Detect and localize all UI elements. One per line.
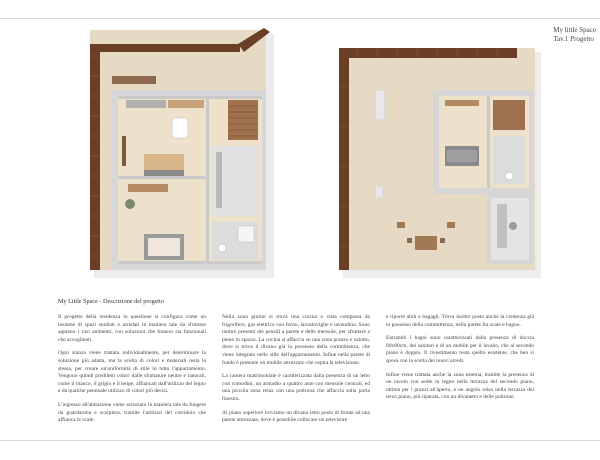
kitchen-counter xyxy=(126,100,166,108)
paragraph: Entrambi i bagni sono caratterizzati dalla presenza di doccia 80x80cm, dei sanitari e di un mobile per il lavabo, che al secondo piano è doppio. Il rivestimento resta quello esistente, che ben si sposa con la scelta dei nuovi arredi. xyxy=(386,335,534,364)
paragraph: Ogni stanza viene trattata individualmente, per determinare la soluzione più adatta, ma la scelta di colori e materiali resta la stessa, per creare un'uniformità di stile in tutto l'appartamento. Vengono quindi prediletti colori dalle sfumature neutre e naturali, come il bianco, il grigio e il beige, affiancati dall'utilizzo del legno e da qualche pennnale utilizzo di colori più decisi. xyxy=(58,350,206,395)
pergola-top xyxy=(339,48,517,58)
terrace-dining-table xyxy=(415,236,437,250)
pergola-top xyxy=(90,44,240,52)
wardrobe xyxy=(128,184,168,192)
floor-plan-first xyxy=(88,26,274,278)
staircase xyxy=(493,100,525,130)
paragraph: Il progetto della residenza in questione si configura come un insieme di spazi studiati e arredati in maniera tale da sfruttare appieno i vari ambienti, con soluzioni che fossero sia funzionali che accoglienti. xyxy=(58,314,206,343)
terrace-table xyxy=(112,76,156,84)
description-column-1 xyxy=(58,314,206,431)
paragraph: Al piano superiore troviamo un divano letto posto di fronte ad una parete attrezzata, dove è possibile collocare un televisore xyxy=(222,409,370,424)
description-column-2 xyxy=(222,314,370,431)
floor-plan-second xyxy=(337,46,541,278)
terrace-sofa xyxy=(375,90,385,120)
paragraph: Nella zona giorno si trova una cucina a vista composta da frigorifero, gas elettrico con forno, lavastoviglie e lavandino. Sono inoltre presenti dei pensili a parete e delle mensole, per sfruttare a pieno lo spazio. La cucina si affaccia su una zona pranzo e salotto, dove si trova il divano già in possesso della committenza, che viene integrato nello stile dell'appartamento. Infine nella parete di fondo è presente un mobile attrezzato che ospita la televisione. xyxy=(222,314,370,366)
top-rule xyxy=(0,18,600,19)
sofa xyxy=(144,170,184,176)
paragraph: Infine viene trattata anche la zona esterna, tramite la presenza di un tavolo con sedie in legno nella terrazza del secondo piano, ottima per i pranzi all'aperto, e un angolo relax nella terrazza del terzo piano, più riparata, con un divanetto e delle poltrone. xyxy=(386,371,534,401)
sheet-number: Tav.1 Progetto xyxy=(553,35,594,43)
description-title: My Little Space - Descrizione del progetto xyxy=(58,298,164,305)
project-name: My little Space xyxy=(553,26,596,34)
paragraph: La camera matrimoniale è caratterizzata dalla presenza di un letto con comodini, un armadio a quattro ante con mensole centrali, ed una piccola zona relax con una poltrona che affaccia sulla porta finestra. xyxy=(222,373,370,402)
paragraph: e riporre abiti e bagagli. Trova inoltre posto anche la credenza già in possesso della committenza, nella parete fra scale e bagno. xyxy=(386,314,534,328)
sheet-header xyxy=(553,26,596,44)
armchair xyxy=(125,199,135,209)
description-column-3 xyxy=(386,314,534,408)
paragraph: L'ingresso all'abitazione viene arrezzato in maniera tale da fungere da guardaroba e scarpiera, tramite l'utilizzo del corridoio che affianca le scale. xyxy=(58,401,206,424)
dining-table xyxy=(172,118,188,138)
tv-unit xyxy=(445,100,479,106)
bottom-rule xyxy=(0,440,600,441)
pergola-left xyxy=(339,48,349,270)
